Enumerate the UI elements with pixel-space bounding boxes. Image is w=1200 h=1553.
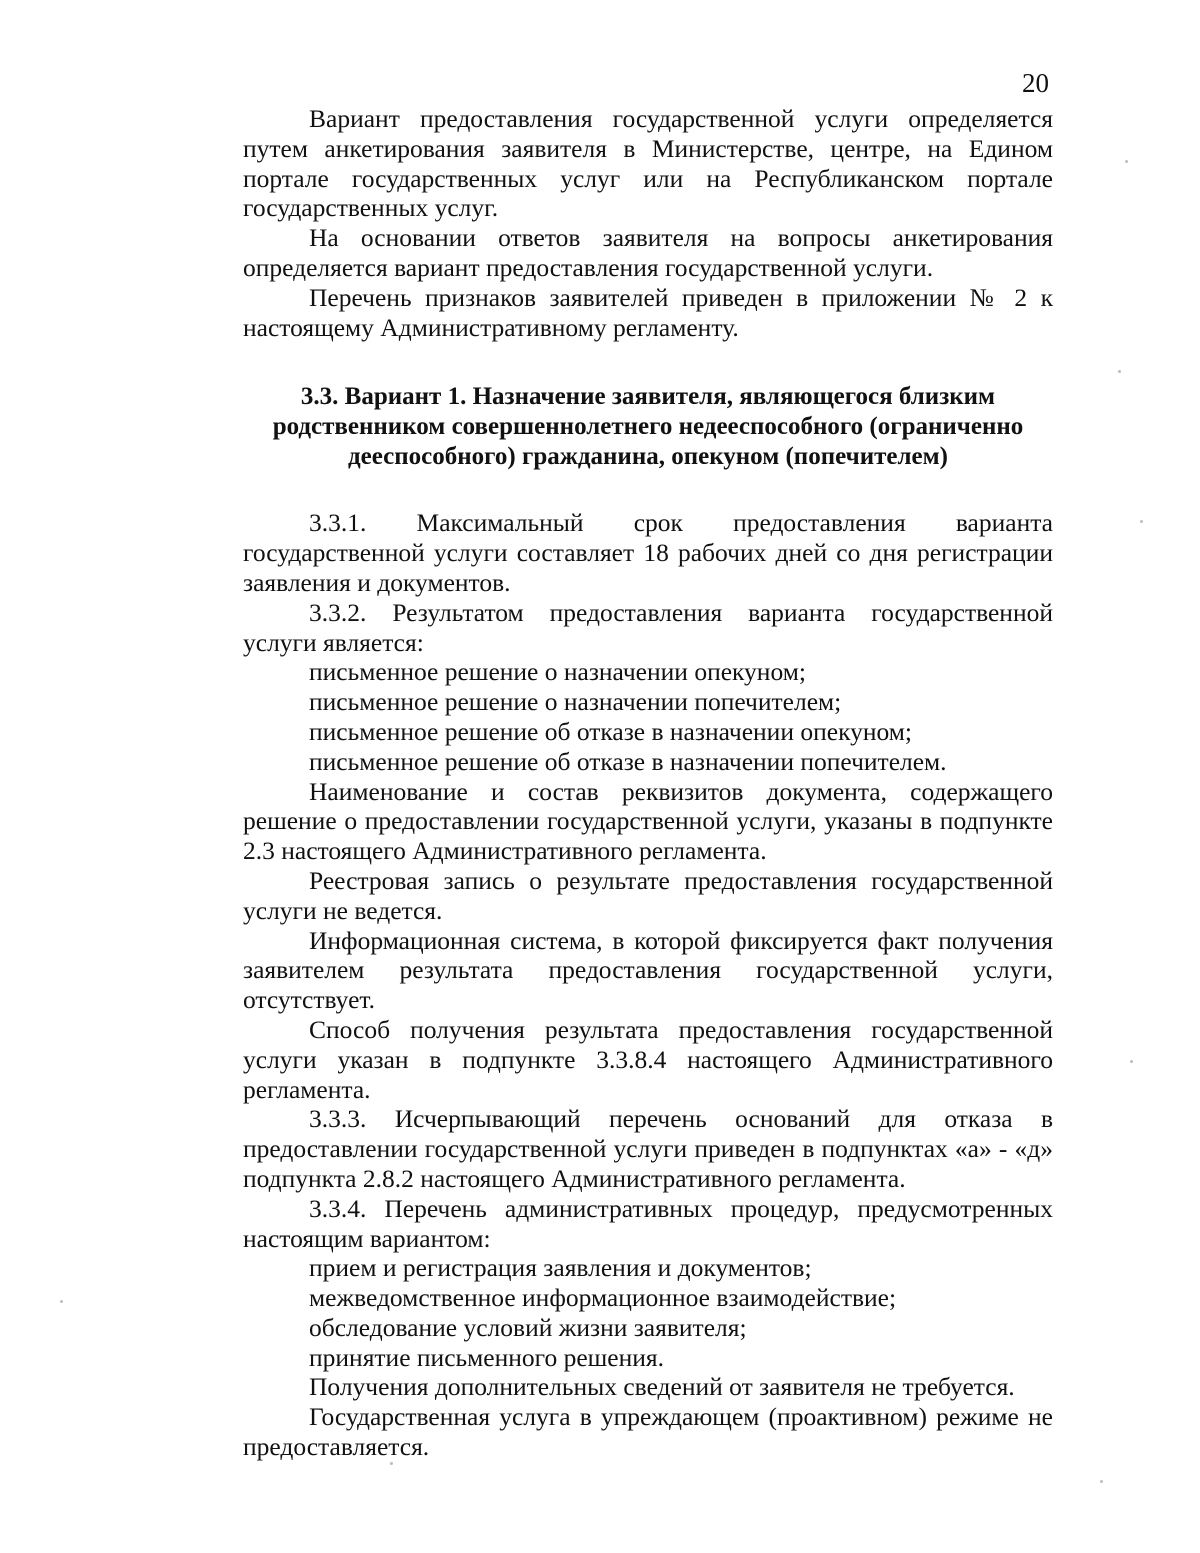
page-number: 20: [1022, 68, 1049, 98]
procedure-item: прием и регистрация заявления и документов;: [309, 1253, 812, 1283]
clause-3-3-3: 3.3.3. Исчерпывающий перечень оснований для отказа в предоставлении государственной услуги приведен в подпунктах «а» - «д» подпункта 2.8.2 настоящего Административного регламента.: [243, 1104, 1053, 1193]
intro-paragraph: На основании ответов заявителя на вопросы анкетирования определяется вариант предоставления государственной услуги.: [243, 223, 1053, 282]
scan-speck: [1130, 1060, 1133, 1063]
document-body: [243, 104, 1053, 1462]
method-paragraph: Способ получения результата предоставления государственной услуги указан в подпункте 3.3.8.4 настоящего Административного регламента.: [243, 1014, 1053, 1104]
procedure-item: межведомственное информационное взаимодействие;: [309, 1283, 897, 1313]
heading-line: дееспособного) гражданина, опекуном (попечителем): [348, 443, 948, 471]
result-item: письменное решение о назначении попечителем;: [309, 687, 842, 717]
procedure-item: обследование условий жизни заявителя;: [309, 1312, 747, 1342]
result-item: письменное решение об отказе в назначении попечителем.: [309, 746, 947, 776]
registry-paragraph: Реестровая запись о результате предоставления государственной услуги не ведется.: [243, 865, 1053, 925]
scan-speck: [390, 1462, 393, 1465]
clause-3-3-4: 3.3.4. Перечень административных процедур, предусмотренных настоящим вариантом:: [243, 1193, 1053, 1253]
scan-speck: [1100, 1480, 1103, 1483]
heading-line: родственником совершеннолетнего недееспособного (ограниченно: [272, 413, 1024, 441]
section-heading: [243, 382, 1053, 472]
scan-speck: [1125, 160, 1128, 163]
proactive-paragraph: Государственная услуга в упреждающем (проактивном) режиме не предоставляется.: [243, 1402, 1053, 1462]
additional-info-paragraph: Получения дополнительных сведений от заявителя не требуется.: [309, 1372, 1015, 1402]
result-item: письменное решение о назначении опекуном;: [309, 657, 806, 687]
intro-paragraph: Вариант предоставления государственной услуги определяется путем анкетирования заявителя в Министерстве, центре, на Едином портале государственных услуг или на Республиканском портале государственных услуг.: [243, 104, 1053, 223]
scan-speck: [1118, 370, 1121, 373]
clause-3-3-1: 3.3.1. Максимальный срок предоставления варианта государственной услуги составляет 18 рабочих дней со дня регистрации заявления и документов.: [243, 508, 1053, 597]
info-system-paragraph: Информационная система, в которой фиксируется факт получения заявителем результата предоставления государственной услуги, отсутствует.: [243, 925, 1053, 1015]
intro-paragraph: Перечень признаков заявителей приведен в приложении № 2 к настоящему Административному регламенту.: [243, 282, 1053, 342]
scan-speck: [1140, 520, 1143, 523]
procedure-item: принятие письменного решения.: [309, 1342, 665, 1372]
requisites-paragraph: Наименование и состав реквизитов документа, содержащего решение о предоставлении государственной услуги, указаны в подпункте 2.3 настоящего Административного регламента.: [243, 776, 1053, 866]
result-item: письменное решение об отказе в назначении опекуном;: [309, 716, 912, 746]
clause-3-3-2: 3.3.2. Результатом предоставления варианта государственной услуги является:: [243, 597, 1053, 657]
scan-speck: [60, 1300, 63, 1303]
heading-line: 3.3. Вариант 1. Назначение заявителя, являющегося близким: [300, 383, 996, 411]
